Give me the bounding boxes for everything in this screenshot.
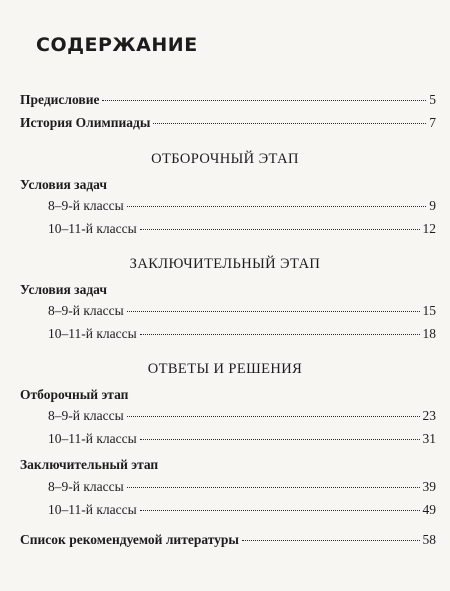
- dot-leader: [153, 123, 426, 124]
- toc-entry-page: 31: [422, 431, 436, 446]
- toc-entry: [48, 303, 436, 319]
- toc-entry-page: 58: [422, 532, 436, 547]
- subsection-title: Заключительный этап: [20, 457, 159, 472]
- toc-entry: [48, 479, 436, 495]
- toc-entry: [48, 221, 436, 237]
- toc-entry-page: 5: [429, 92, 436, 107]
- toc-entry-page: 18: [422, 326, 436, 341]
- toc-entry-label: 10–11-й классы: [48, 502, 137, 517]
- toc-entry-page: 15: [422, 303, 436, 318]
- page-title: СОДЕРЖАНИЕ: [36, 34, 198, 56]
- section-title: ЗАКЛЮЧИТЕЛЬНЫЙ ЭТАП: [129, 256, 321, 272]
- toc-entry-page: 7: [429, 115, 436, 130]
- toc-entry-page: 12: [422, 221, 436, 236]
- dot-leader: [127, 487, 420, 488]
- toc-entry-page: 9: [429, 198, 436, 213]
- subsection-title: Отборочный этап: [20, 387, 129, 402]
- toc-entry-label: 8–9-й классы: [48, 479, 124, 494]
- toc-entry-label: Список рекомендуемой литературы: [20, 532, 239, 547]
- section-title: ОТВЕТЫ И РЕШЕНИЯ: [147, 361, 303, 377]
- dot-leader: [140, 510, 420, 511]
- toc-entry: [48, 198, 436, 214]
- toc-entry-label: 10–11-й классы: [48, 221, 137, 236]
- subsection-title: Условия задач: [20, 177, 108, 192]
- dot-leader: [242, 540, 420, 541]
- toc-entry-bibliography: [20, 532, 436, 548]
- subsection-title: Условия задач: [20, 282, 108, 297]
- toc-entry-page: 39: [422, 479, 436, 494]
- toc-entry-preface: [20, 92, 436, 108]
- toc-entry: [48, 502, 436, 518]
- section-title: ОТБОРОЧНЫЙ ЭТАП: [151, 151, 299, 167]
- toc-entry: [48, 408, 436, 424]
- toc-entry-label: 10–11-й классы: [48, 431, 137, 446]
- toc-entry-label: Предисловие: [20, 92, 100, 107]
- dot-leader: [127, 416, 420, 417]
- dot-leader: [140, 439, 420, 440]
- toc-entry-label: 8–9-й классы: [48, 408, 124, 423]
- dot-leader: [140, 334, 420, 335]
- toc-entry-page: 49: [422, 502, 436, 517]
- toc-entry-label: История Олимпиады: [20, 115, 151, 130]
- toc-entry-label: 10–11-й классы: [48, 326, 137, 341]
- toc-entry-history: [20, 115, 436, 131]
- toc-entry-page: 23: [422, 408, 436, 423]
- dot-leader: [102, 100, 426, 101]
- toc-entry: [48, 326, 436, 342]
- dot-leader: [140, 229, 420, 230]
- dot-leader: [127, 206, 427, 207]
- toc-entry-label: 8–9-й классы: [48, 198, 124, 213]
- toc-entry: [48, 431, 436, 447]
- dot-leader: [127, 311, 420, 312]
- toc-entry-label: 8–9-й классы: [48, 303, 124, 318]
